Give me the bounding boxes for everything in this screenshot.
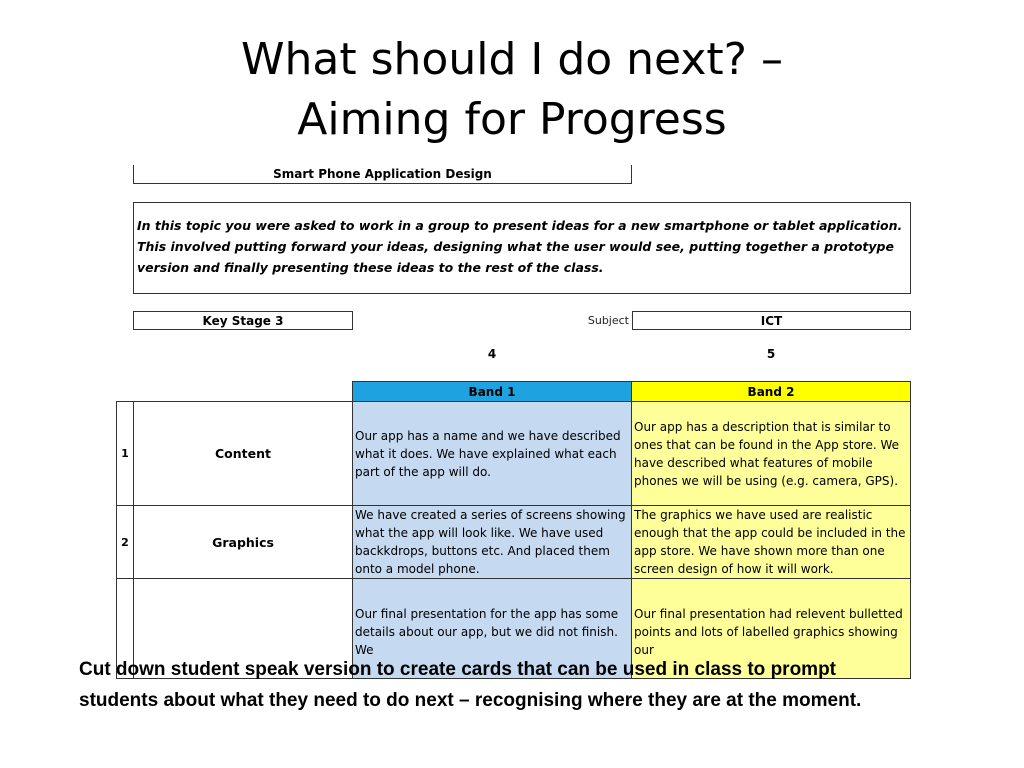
- slide-title-line-2: Aiming for Progress: [297, 94, 727, 145]
- band1-descriptor: We have created a series of screens showing what the app will look like. We have used backkdrops, buttons etc. And placed them onto a model phone.: [352, 505, 632, 579]
- slide-caption: Cut down student speak version to create cards that can be used in class to prompt students about what they need to do next – recognising where they are at the moment.: [79, 659, 862, 711]
- topic-intro: In this topic you were asked to work in a group to present ideas for a new smartphone or tablet application. This involved putting forward your ideas, designing what the user would see, putting together a prototype version and finally presenting these ideas to the rest of the class.: [133, 202, 911, 294]
- band1-descriptor: Our final presentation for the app has some details about our app, but we did not finish. We: [352, 578, 632, 679]
- level-band2: 5: [766, 347, 776, 361]
- slide-title-line-1: What should I do next? –: [241, 34, 783, 85]
- row-criterion: Content: [133, 401, 353, 506]
- row-number: 1: [116, 401, 134, 506]
- band1-descriptor: Our app has a name and we have described what it does. We have explained what each part of the app will do.: [352, 401, 632, 506]
- band1-header: Band 1: [352, 381, 632, 402]
- row-criterion: Graphics: [133, 505, 353, 579]
- row-number: 2: [116, 505, 134, 579]
- band2-header: Band 2: [631, 381, 911, 402]
- level-band1: 4: [487, 347, 497, 361]
- table-row: [116, 402, 911, 506]
- sheet-heading: Smart Phone Application Design: [133, 165, 632, 184]
- subject-label: Subject: [587, 314, 629, 327]
- table-row: [116, 506, 911, 579]
- band2-descriptor: Our final presentation had relevent bulletted points and lots of labelled graphics showing our: [631, 578, 911, 679]
- key-stage-cell: Key Stage 3: [133, 311, 353, 330]
- subject-value-cell: ICT: [632, 311, 911, 330]
- band2-descriptor: The graphics we have used are realistic enough that the app could be included in the app store. We have shown more than one screen design of how it will work.: [631, 505, 911, 579]
- band2-descriptor: Our app has a description that is similar to ones that can be found in the App store. We have described what features of mobile phones we will be using (e.g. camera, GPS).: [631, 401, 911, 506]
